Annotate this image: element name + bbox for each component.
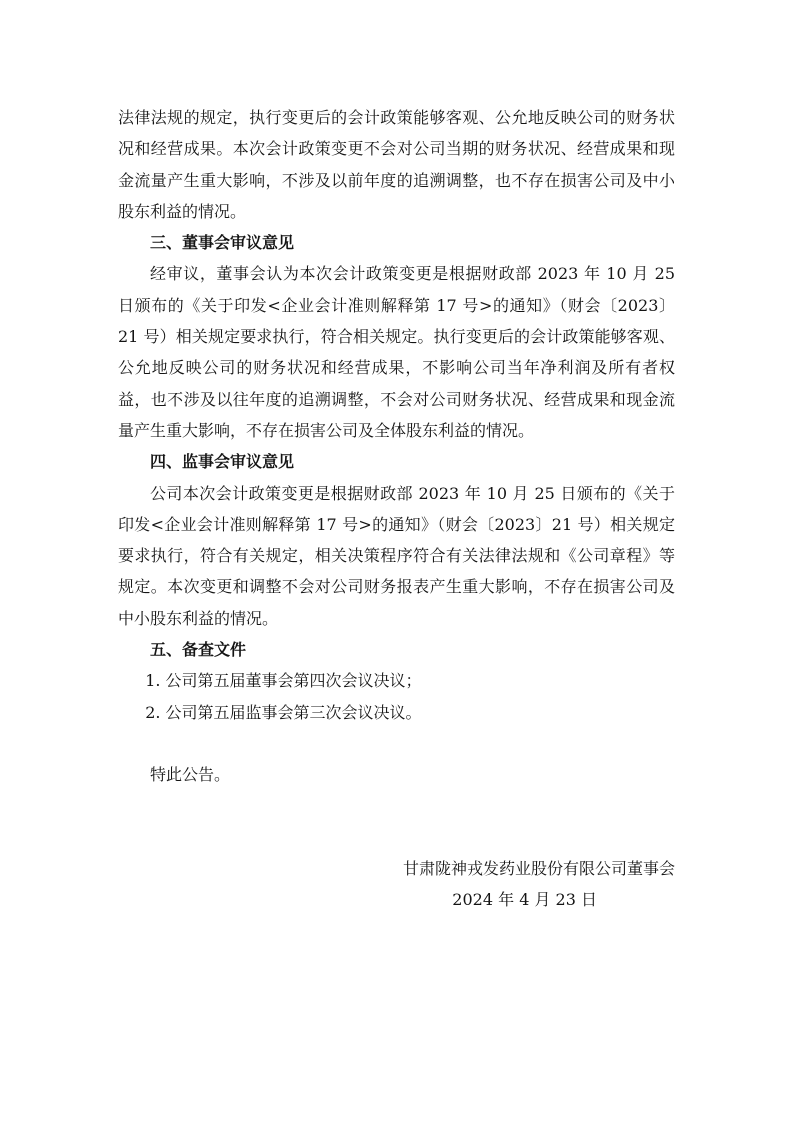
supervisory-opinion-paragraph: 公司本次会计政策变更是根据财政部 2023 年 10 月 25 日颁布的《关于印发<企业会计准则解释第 17 号>的通知》（财会〔2023〕21 号）相关规定要求执行，符合有关规定，相关决策程序符合有关法律法规和《公司章程》等规定。本次变更和调整不会对公司财务报表产生重大影响，不存在损害公司及中小股东利益的情况。 [118,483,675,628]
reference-document-item-1: 1. 公司第五届董事会第四次会议决议； [145,671,422,691]
board-opinion-paragraph: 经审议，董事会认为本次会计政策变更是根据财政部 2023 年 10 月 25 日颁布的《关于印发<企业会计准则解释第 17 号>的通知》（财会〔2023〕21 号）相关规定要求执行，符合相关规定。执行变更后的会计政策能够客观、公允地反映公司的财务状况和经营成果，不影响公司当年净利润及所有者权益，也不涉及以往年度的追溯调整，不会对公司财务状况、经营成果和现金流量产生重大影响，不存在损害公司及全体股东利益的情况。 [118,264,675,440]
reference-document-item-2: 2. 公司第五届监事会第三次会议决议。 [145,702,422,722]
continuation-paragraph: 法律法规的规定，执行变更后的会计政策能够客观、公允地反映公司的财务状况和经营成果。本次会计政策变更不会对公司当期的财务状况、经营成果和现金流量产生重大影响，不涉及以前年度的追溯调整，也不存在损害公司及中小股东利益的情况。 [118,108,675,221]
signature-date: 2024 年 4 月 23 日 [452,890,597,910]
section-heading-board-opinion: 三、董事会审议意见 [150,233,295,253]
signature-block [118,853,675,916]
signature-company: 甘肃陇神戎发药业股份有限公司董事会 [402,859,675,879]
section-heading-reference-documents: 五、备查文件 [150,640,247,660]
section-heading-supervisory-opinion: 四、监事会审议意见 [150,452,295,472]
closing-statement: 特此公告。 [150,765,231,785]
